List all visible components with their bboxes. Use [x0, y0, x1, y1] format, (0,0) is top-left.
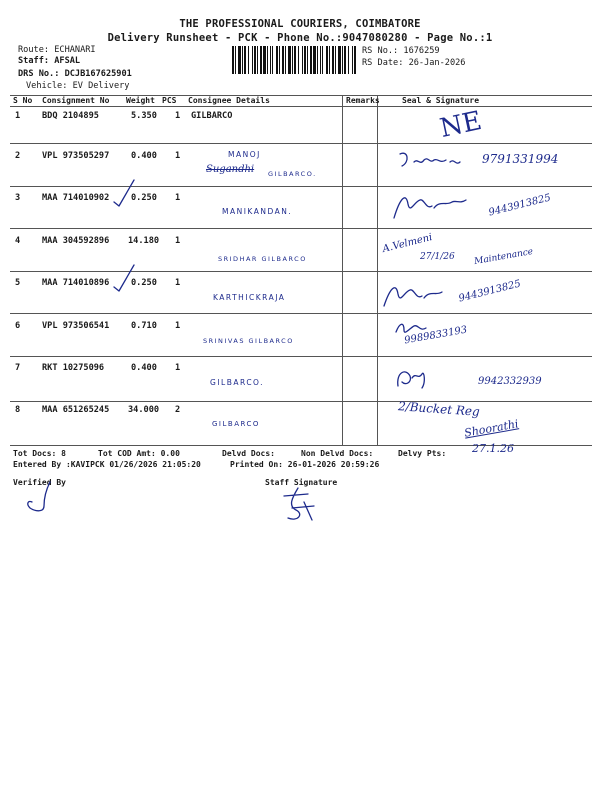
row-divider — [10, 186, 592, 187]
row-pcs: 1 — [175, 111, 181, 121]
row-divider — [10, 143, 592, 144]
handwritten-name: MANOJ — [228, 150, 261, 159]
row-weight: 0.710 — [131, 321, 157, 331]
row-sno: 6 — [15, 321, 21, 331]
row-consignment: MAA 714010902 — [42, 193, 110, 203]
handwritten-phone: 9989833193 — [403, 324, 469, 347]
row-sno: 5 — [15, 278, 21, 288]
handwritten-company: GILBARCO. — [268, 170, 317, 178]
handwritten-ne: NE — [437, 105, 485, 145]
row-pcs: 1 — [175, 151, 181, 161]
row-sno: 4 — [15, 236, 21, 246]
vehicle-label: Vehicle: EV Delivery — [26, 81, 130, 91]
remarks-divider — [342, 95, 343, 446]
delivery-points: Delvy Pts: — [398, 449, 447, 458]
handwritten-company: GILBARCO. — [210, 378, 265, 387]
row-consignment: MAA 714010896 — [42, 278, 110, 288]
signature-scribble — [380, 278, 450, 314]
verified-by-label: Verified By — [13, 478, 66, 487]
row-pcs: 1 — [175, 363, 181, 373]
row-divider — [10, 228, 592, 229]
row-pcs: 1 — [175, 236, 181, 246]
row-weight: 0.250 — [131, 278, 157, 288]
entered-by: Entered By :KAVIPCK 01/26/2026 21:05:20 — [13, 460, 201, 469]
non-delivered-docs: Non Delvd Docs: — [301, 449, 374, 458]
handwritten-name: SRIDHAR GILBARCO — [218, 255, 307, 263]
col-weight: Weight — [126, 96, 155, 105]
handwritten-note: Maintenance — [473, 246, 534, 268]
handwritten-phone: 9791331994 — [482, 152, 559, 166]
company-title: THE PROFESSIONAL COURIERS, COIMBATORE — [179, 18, 421, 30]
row-consignment: VPL 973506541 — [42, 321, 110, 331]
runsheet-subtitle: Delivery Runsheet - PCK - Phone No.:9047080280 - Page No.:1 — [107, 32, 493, 44]
row-consignment: MAA 304592896 — [42, 236, 110, 246]
staff-label: Staff: AFSAL — [18, 56, 81, 66]
staff-signature — [278, 484, 318, 526]
row-divider — [10, 356, 592, 357]
row-sno: 3 — [15, 193, 21, 203]
row-pcs: 1 — [175, 193, 181, 203]
handwritten-signature: A.Velmeni — [381, 232, 434, 255]
total-cod: Tot COD Amt: 0.00 — [98, 449, 180, 458]
col-consignment: Consignment No — [42, 96, 110, 105]
handwritten-name: KARTHICKRAJA — [213, 293, 286, 302]
col-seal-signature: Seal & Signature — [402, 96, 480, 105]
signature-scribble — [396, 148, 476, 176]
col-consignee: Consignee Details — [188, 96, 270, 105]
row-consignment: MAA 651265245 — [42, 405, 110, 415]
row-divider — [10, 271, 592, 272]
handwritten-phone: 9443913825 — [457, 278, 523, 305]
row-sno: 1 — [15, 111, 21, 121]
route-label: Route: ECHANARI — [18, 45, 96, 55]
row-pcs: 1 — [175, 321, 181, 331]
row-consignment: RKT 10275096 — [42, 363, 105, 373]
handwritten-date: 27/1/26 — [420, 252, 455, 262]
row-sno: 2 — [15, 151, 21, 161]
verifier-signature — [22, 480, 56, 514]
col-sno: S No — [13, 96, 33, 105]
delivered-docs: Delvd Docs: — [222, 449, 275, 458]
row-consignment: VPL 973505297 — [42, 151, 110, 161]
handwritten-name: MANIKANDAN. — [222, 207, 293, 216]
tick-mark — [112, 178, 136, 208]
drs-number: DRS No.: DCJB167625901 — [18, 69, 132, 79]
row-sno: 7 — [15, 363, 21, 373]
row-divider — [10, 313, 592, 314]
printed-on: Printed On: 26-01-2026 20:59:26 — [230, 460, 380, 469]
handwritten-name: SRINIVAS GILBARCO — [203, 337, 294, 345]
handwritten-phone: 9443913825 — [487, 192, 553, 219]
row-weight: 5.350 — [131, 111, 157, 121]
col-remarks: Remarks — [346, 96, 380, 105]
rs-number: RS No.: 1676259 — [362, 46, 440, 56]
tick-mark — [112, 263, 136, 293]
signature-scribble — [392, 364, 432, 392]
handwritten-note: 2/Bucket Reg — [397, 399, 481, 419]
row-weight: 0.400 — [131, 363, 157, 373]
row-divider — [10, 401, 592, 402]
row-weight: 14.180 — [128, 236, 160, 246]
rs-date: RS Date: 26-Jan-2026 — [362, 58, 466, 68]
handwritten-phone: 9942332939 — [478, 376, 542, 387]
handwritten-date: 27.1.26 — [472, 442, 514, 455]
col-pcs: PCS — [162, 96, 177, 105]
row-weight: 34.000 — [128, 405, 160, 415]
row-sno: 8 — [15, 405, 21, 415]
row-pcs: 2 — [175, 405, 181, 415]
signature-scribble — [390, 188, 470, 228]
handwritten-name: Sugandhi — [206, 164, 255, 175]
handwritten-signature: Shoorathi — [463, 417, 520, 440]
row-weight: 0.400 — [131, 151, 157, 161]
row-consignee: GILBARCO — [191, 111, 233, 121]
signature-divider — [377, 95, 378, 446]
table-header-rule — [10, 106, 592, 107]
staff-signature-label: Staff Signature — [265, 478, 338, 487]
row-pcs: 1 — [175, 278, 181, 288]
barcode — [232, 46, 358, 74]
total-docs: Tot Docs: 8 — [13, 449, 66, 458]
row-consignment: BDQ 2104895 — [42, 111, 99, 121]
handwritten-company: GILBARCO — [212, 420, 260, 428]
row-weight: 0.250 — [131, 193, 157, 203]
